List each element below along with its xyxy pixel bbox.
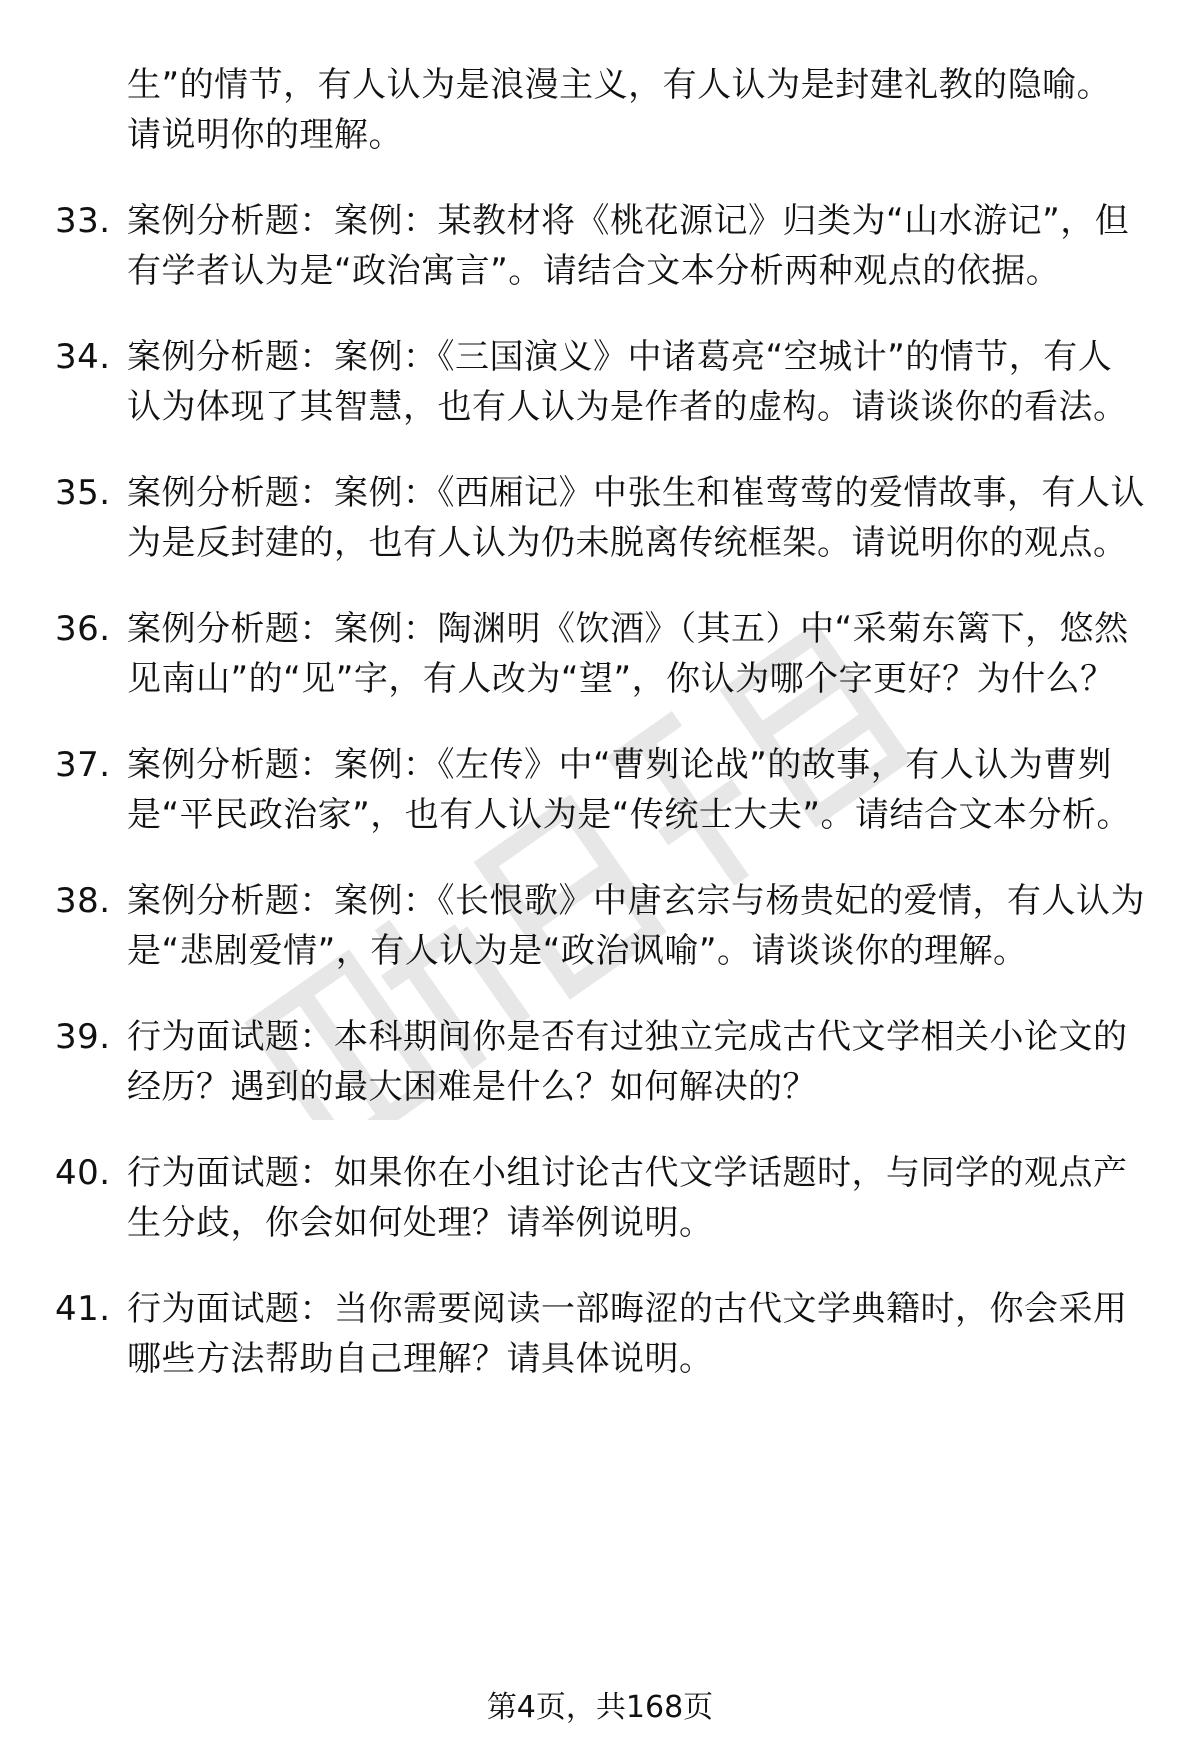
question-list — [55, 60, 1145, 1420]
question-item — [55, 876, 1145, 976]
question-number: 41. — [55, 1289, 111, 1329]
question-item — [55, 740, 1145, 840]
question-item — [55, 604, 1145, 704]
question-number: 36. — [55, 609, 111, 649]
question-text: 行为面试题：如果你在小组讨论古代文学话题时，与同学的观点产生分歧，你会如何处理？请举例说明。 — [127, 1153, 1128, 1243]
question-text: 案例分析题：案例：《长恨歌》中唐玄宗与杨贵妃的爱情，有人认为是“悲剧爱情”，有人认为是“政治讽喻”。请谈谈你的理解。 — [127, 881, 1145, 971]
question-number: 39. — [55, 1017, 111, 1057]
question-number: 34. — [55, 337, 111, 377]
question-number: 35. — [55, 473, 111, 513]
question-text: 案例分析题：案例：《左传》中“曹刿论战”的故事，有人认为曹刿是“平民政治家”，也有人认为是“传统士大夫”。请结合文本分析。 — [127, 745, 1131, 835]
question-text: 案例分析题：案例：某教材将《桃花源记》归类为“山水游记”，但有学者认为是“政治寓言”。请结合文本分析两种观点的依据。 — [127, 201, 1130, 291]
continued-question-body: 生”的情节，有人认为是浪漫主义，有人认为是封建礼教的隐喻。请说明你的理解。 — [127, 65, 1112, 155]
question-text: 案例分析题：案例：陶渊明《饮酒》（其五）中“采菊东篱下，悠然见南山”的“见”字，有人改为“望”，你认为哪个字更好？为什么？ — [127, 609, 1129, 699]
question-item — [55, 1284, 1145, 1384]
question-item — [55, 468, 1145, 568]
question-item — [55, 1012, 1145, 1112]
question-text: 行为面试题：本科期间你是否有过独立完成古代文学相关小论文的经历？遇到的最大困难是什么？如何解决的？ — [127, 1017, 1128, 1107]
question-item — [55, 1148, 1145, 1248]
page-number-footer: 第4页，共168页 — [486, 1690, 714, 1725]
question-item — [55, 196, 1145, 296]
question-text: 案例分析题：案例：《西厢记》中张生和崔莺莺的爱情故事，有人认为是反封建的，也有人认为仍未脱离传统框架。请说明你的观点。 — [127, 473, 1145, 563]
question-number: 40. — [55, 1153, 111, 1193]
question-text: 行为面试题：当你需要阅读一部晦涩的古代文学典籍时，你会采用哪些方法帮助自己理解？请具体说明。 — [127, 1289, 1128, 1379]
continued-question-text — [55, 60, 1145, 160]
question-item — [55, 332, 1145, 432]
question-number: 37. — [55, 745, 111, 785]
question-number: 33. — [55, 201, 111, 241]
question-text: 案例分析题：案例：《三国演义》中诸葛亮“空城计”的情节，有人认为体现了其智慧，也有人认为是作者的虚构。请谈谈你的看法。 — [127, 337, 1128, 427]
question-number: 38. — [55, 881, 111, 921]
